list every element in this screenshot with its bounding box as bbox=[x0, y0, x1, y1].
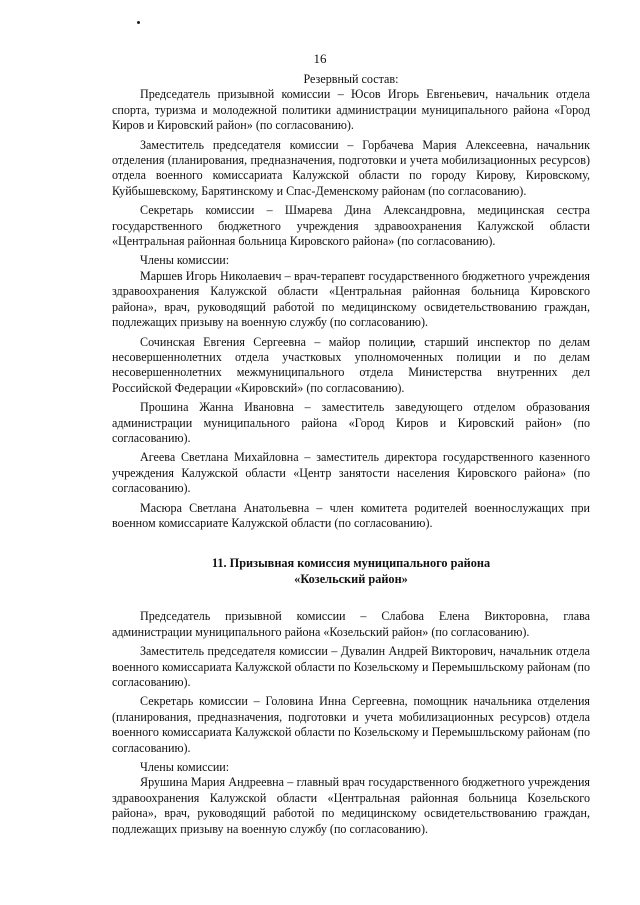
reserve-secretary: Секретарь комиссии – Шмарева Дина Александровна, медицинская сестра государственного бюджетного учреждения здравоохранения Калужской области «Центральная районная больница Кировского района» (по согласованию). bbox=[112, 203, 590, 249]
reserve-chairman: Председатель призывной комиссии – Юсов Игорь Евгеньевич, начальник отдела спорта, туризма и молодежной политики администрации муниципального района «Город Киров и Кировский район» (по согласованию). bbox=[112, 87, 590, 133]
section-member: Ярушина Мария Андреевна – главный врач государственного бюджетного учреждения здравоохранения Калужской области «Центральная районная больница Козельского района», врач, руководящий работой по медицинскому освидетельствованию граждан, подлежащих призыву на военную службу (по согласованию). bbox=[112, 775, 590, 836]
reserve-members-label: Члены комиссии: bbox=[140, 253, 230, 268]
section-heading-line1: 11. Призывная комиссия муниципального района bbox=[211, 556, 491, 571]
document-body bbox=[112, 72, 590, 841]
scan-speck bbox=[137, 21, 140, 24]
section-chairman: Председатель призывной комиссии – Слабова Елена Викторовна, глава администрации муниципального района «Козельский район» (по согласованию). bbox=[112, 609, 590, 639]
reserve-member: Маршев Игорь Николаевич – врач-терапевт государственного бюджетного учреждения здравоохранения Калужской области «Центральная районная больница Кировского района», врач, руководящий работой по медицинскому освидетельствованию граждан, подлежащих призыву на военную службу (по согласованию). bbox=[112, 268, 590, 330]
reserve-member: Масюра Светлана Анатольевна – член комитета родителей военнослужащих при военном комиссариате Калужской области (по согласованию). bbox=[112, 500, 590, 530]
reserve-member: Сочинская Евгения Сергеевна – майор полиции, старший инспектор по делам несовершеннолетних отдела участковых уполномоченных полиции и по делам несовершеннолетних межмуниципального отдела Министерства внутренних дел Российской Федерации «Кировский» (по согласованию). bbox=[112, 334, 590, 395]
section-deputy: Заместитель председателя комиссии – Дувалин Андрей Викторович, начальник отдела военного комиссариата Калужской области по Козельскому и Перемышльскому районам (по согласованию). bbox=[112, 644, 590, 689]
reserve-member: Прошина Жанна Ивановна – заместитель заведующего отделом образования администрации муниципального района «Город Киров и Кировский район» (по согласованию). bbox=[112, 400, 590, 445]
section-heading bbox=[112, 555, 590, 587]
reserve-deputy: Заместитель председателя комиссии – Горбачева Мария Алексеевна, начальник отделения (планирования, предназначения, подготовки и учета мобилизационных ресурсов) отдела военного комиссариата Калужской области по городу Кирову, Кировскому, Куйбышевскому, Барятинскому и Спас-Деменскому районам (по согласованию). bbox=[112, 137, 590, 198]
reserve-member: Агеева Светлана Михайловна – заместитель директора государственного казенного учреждения Калужской области «Центр занятости населения Кировского района» (по согласованию). bbox=[112, 450, 590, 496]
section-secretary: Секретарь комиссии – Головина Инна Сергеевна, помощник начальника отделения (планирования, предназначения, подготовки и учета мобилизационных ресурсов) отдела военного комиссариата Калужской области по Козельскому и Перемышльскому районам (по согласованию). bbox=[112, 694, 590, 755]
section-heading-line2: «Козельский район» bbox=[294, 572, 408, 587]
page-number: 16 bbox=[313, 51, 327, 66]
reserve-title: Резервный состав: bbox=[303, 72, 399, 86]
section-members-label: Члены комиссии: bbox=[140, 760, 230, 775]
